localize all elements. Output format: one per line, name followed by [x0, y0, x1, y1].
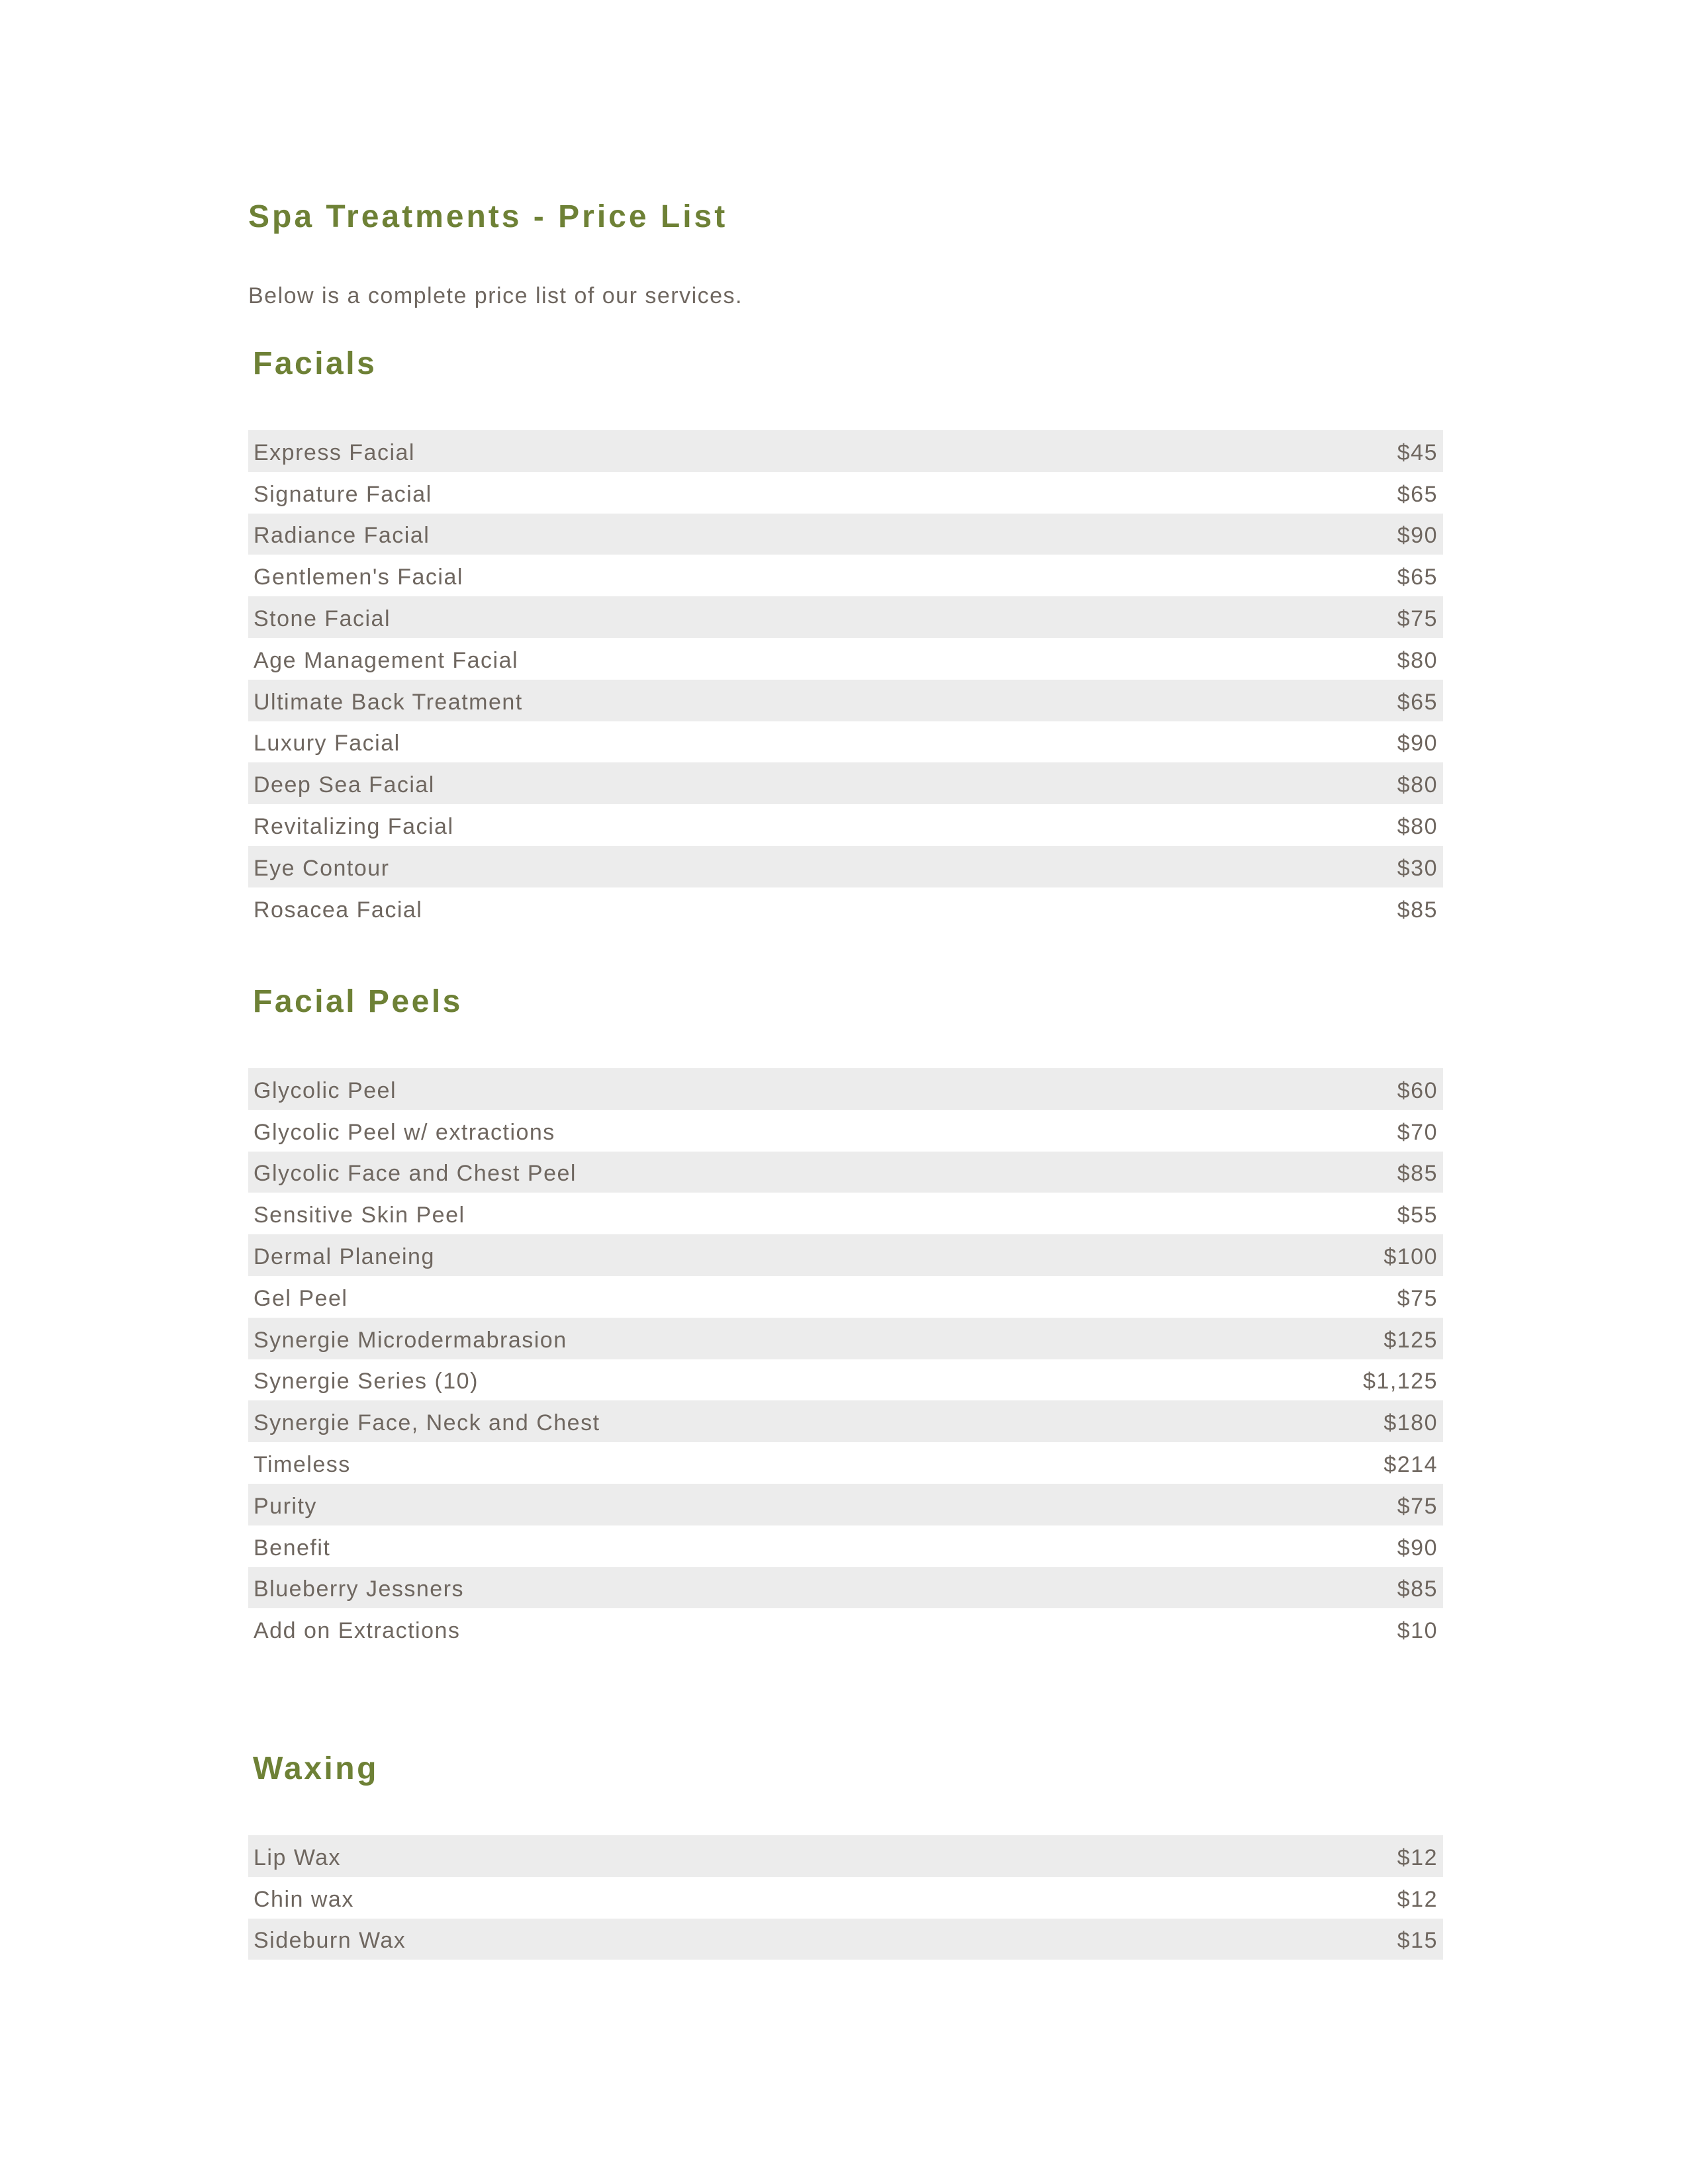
- price-row: [248, 1877, 1443, 1919]
- service-price: $70: [1397, 1119, 1438, 1145]
- price-row: [248, 596, 1443, 638]
- price-row: [248, 1359, 1443, 1401]
- price-row: [248, 1525, 1443, 1567]
- service-price: $214: [1383, 1452, 1438, 1478]
- service-name: Age Management Facial: [254, 647, 519, 673]
- service-name: Gel Peel: [254, 1285, 348, 1311]
- page-title: Spa Treatments - Price List: [248, 199, 728, 234]
- service-price: $10: [1397, 1618, 1438, 1644]
- section-facials: [248, 344, 1443, 929]
- price-row: [248, 1110, 1443, 1152]
- service-name: Ultimate Back Treatment: [254, 689, 523, 715]
- price-row: [248, 1484, 1443, 1525]
- service-name: Glycolic Peel: [254, 1077, 397, 1103]
- service-name: Purity: [254, 1493, 317, 1519]
- price-row: [248, 555, 1443, 596]
- price-row: [248, 1442, 1443, 1484]
- service-price: $180: [1383, 1410, 1438, 1436]
- price-row: [248, 887, 1443, 929]
- intro-text: Below is a complete price list of our services.: [248, 283, 743, 308]
- service-price: $55: [1397, 1203, 1438, 1228]
- price-row: [248, 721, 1443, 763]
- service-price: $15: [1397, 1928, 1438, 1954]
- service-price: $100: [1383, 1244, 1438, 1270]
- service-price: $65: [1397, 689, 1438, 715]
- price-row: [248, 680, 1443, 721]
- service-name: Gentlemen's Facial: [254, 565, 463, 590]
- price-row: [248, 472, 1443, 514]
- service-price: $85: [1397, 1576, 1438, 1602]
- service-name: Timeless: [254, 1452, 351, 1478]
- service-name: Add on Extractions: [254, 1618, 461, 1644]
- service-price: $12: [1397, 1886, 1438, 1912]
- price-row: [248, 1567, 1443, 1609]
- price-row: [248, 846, 1443, 887]
- service-name: Benefit: [254, 1535, 331, 1561]
- price-row: [248, 1835, 1443, 1877]
- service-price: $75: [1397, 1285, 1438, 1311]
- service-name: Rosacea Facial: [254, 897, 423, 923]
- service-name: Express Facial: [254, 439, 415, 465]
- service-price: $90: [1397, 523, 1438, 549]
- service-name: Sideburn Wax: [254, 1928, 406, 1954]
- service-name: Eye Contour: [254, 855, 390, 881]
- service-name: Synergie Series (10): [254, 1369, 479, 1394]
- service-price: $90: [1397, 731, 1438, 756]
- service-price: $80: [1397, 814, 1438, 840]
- service-name: Lip Wax: [254, 1844, 342, 1870]
- service-price: $65: [1397, 565, 1438, 590]
- section-heading: Waxing: [253, 1751, 379, 1786]
- service-name: Synergie Face, Neck and Chest: [254, 1410, 600, 1436]
- service-price: $80: [1397, 647, 1438, 673]
- price-table: [248, 430, 1443, 929]
- service-name: Revitalizing Facial: [254, 814, 454, 840]
- service-price: $85: [1397, 1161, 1438, 1187]
- service-price: $90: [1397, 1535, 1438, 1561]
- service-name: Deep Sea Facial: [254, 772, 435, 798]
- service-price: $1,125: [1363, 1369, 1438, 1394]
- section-waxing: [248, 1749, 1443, 1960]
- service-price: $75: [1397, 606, 1438, 632]
- price-table: [248, 1835, 1443, 1960]
- price-row: [248, 1400, 1443, 1442]
- service-price: $85: [1397, 897, 1438, 923]
- price-row: [248, 1608, 1443, 1650]
- price-row: [248, 762, 1443, 804]
- price-row: [248, 1152, 1443, 1193]
- price-table: [248, 1068, 1443, 1650]
- section-heading: Facials: [253, 346, 377, 381]
- price-row: [248, 804, 1443, 846]
- service-name: Sensitive Skin Peel: [254, 1203, 465, 1228]
- service-name: Stone Facial: [254, 606, 391, 632]
- section-heading: Facial Peels: [253, 984, 463, 1019]
- service-price: $65: [1397, 481, 1438, 507]
- service-price: $45: [1397, 439, 1438, 465]
- price-row: [248, 1234, 1443, 1276]
- service-name: Radiance Facial: [254, 523, 430, 549]
- price-row: [248, 1318, 1443, 1359]
- service-price: $80: [1397, 772, 1438, 798]
- price-row: [248, 1193, 1443, 1234]
- service-name: Synergie Microdermabrasion: [254, 1327, 567, 1353]
- service-name: Signature Facial: [254, 481, 432, 507]
- service-name: Glycolic Face and Chest Peel: [254, 1161, 577, 1187]
- service-name: Blueberry Jessners: [254, 1576, 465, 1602]
- service-name: Glycolic Peel w/ extractions: [254, 1119, 555, 1145]
- price-row: [248, 1068, 1443, 1110]
- service-price: $125: [1383, 1327, 1438, 1353]
- service-price: $60: [1397, 1077, 1438, 1103]
- price-row: [248, 1919, 1443, 1960]
- price-row: [248, 430, 1443, 472]
- price-row: [248, 1276, 1443, 1318]
- service-price: $75: [1397, 1493, 1438, 1519]
- service-price: $12: [1397, 1844, 1438, 1870]
- price-row: [248, 638, 1443, 680]
- price-row: [248, 514, 1443, 555]
- service-price: $30: [1397, 855, 1438, 881]
- service-name: Dermal Planeing: [254, 1244, 435, 1270]
- service-name: Luxury Facial: [254, 731, 400, 756]
- service-name: Chin wax: [254, 1886, 354, 1912]
- section-facial-peels: [248, 982, 1443, 1650]
